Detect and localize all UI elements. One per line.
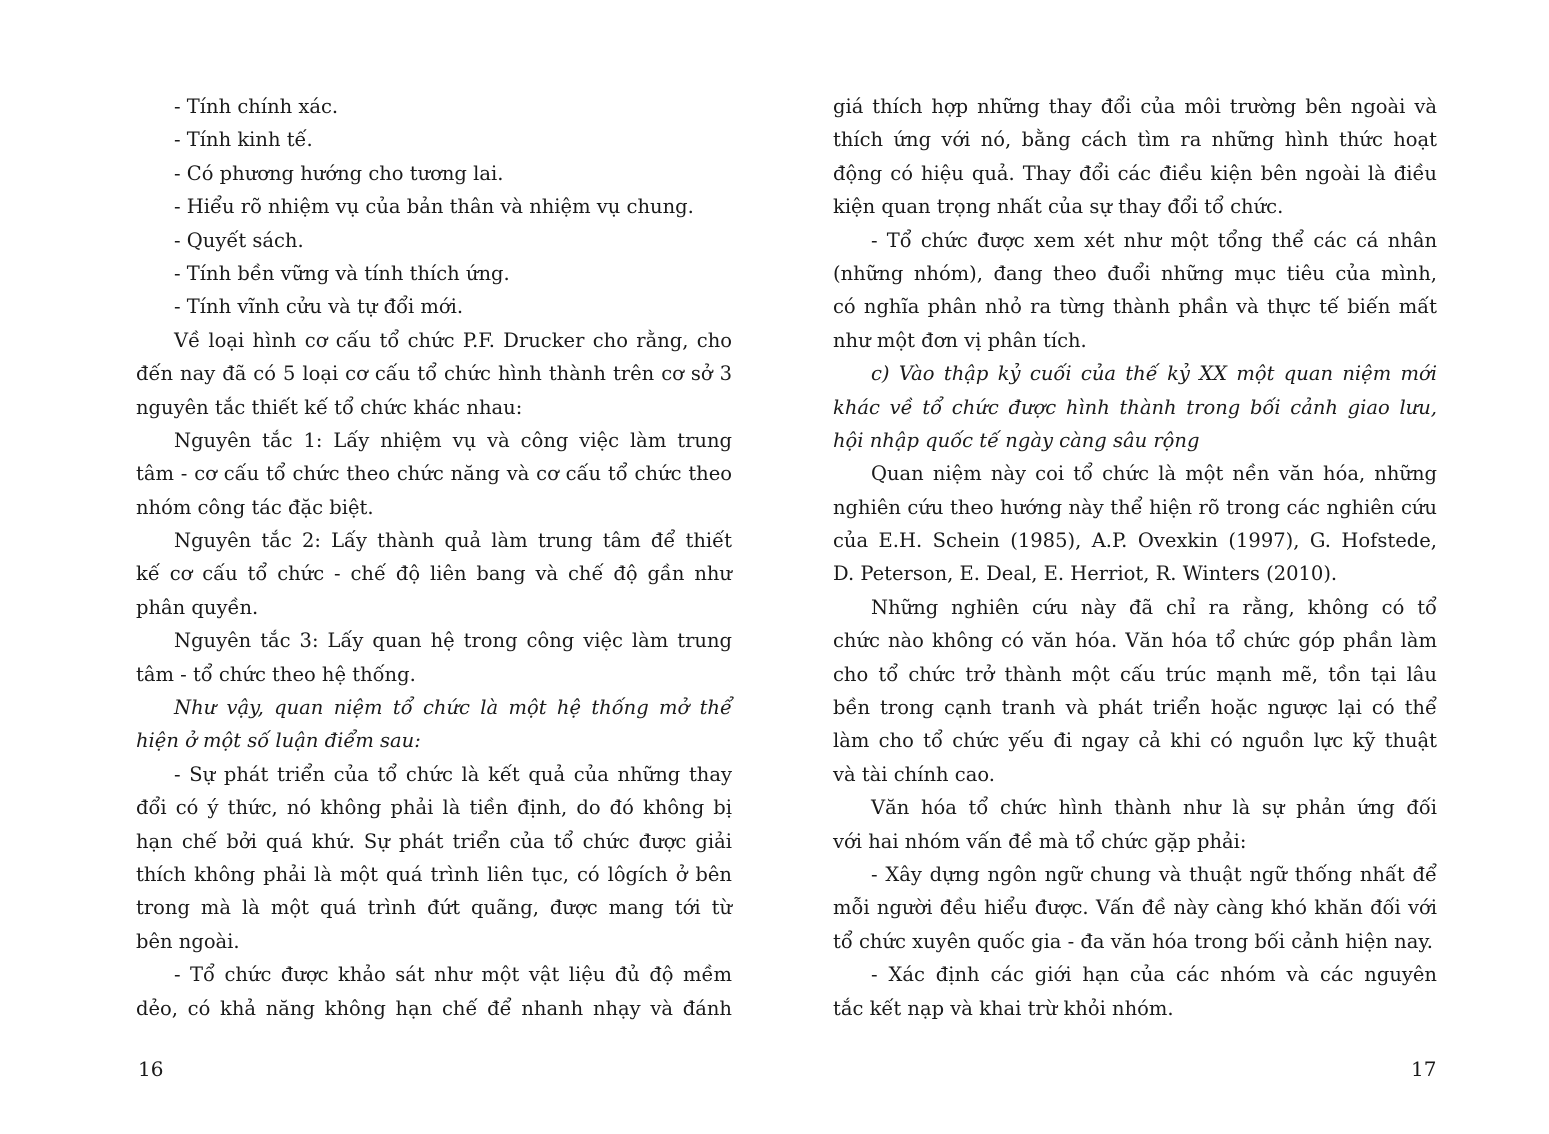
text-line: thích ứng với nó, bằng cách tìm ra những hình thức hoạt xyxy=(833,128,1437,152)
right-page-text xyxy=(833,90,1437,1025)
text-line: Quan niệm này coi tổ chức là một nền văn hóa, những xyxy=(871,462,1437,486)
text-line: và tài chính cao. xyxy=(833,762,995,786)
text-line: (những nhóm), đang theo đuổi những mục tiêu của mình, xyxy=(833,261,1437,285)
text-line: nguyên tắc thiết kế tổ chức khác nhau: xyxy=(136,395,523,419)
text-line: với hai nhóm vấn đề mà tổ chức gặp phải: xyxy=(833,829,1247,853)
text-line: của E.H. Schein (1985), A.P. Ovexkin (1997), G. Hofstede, xyxy=(833,529,1437,553)
text-line: - Tổ chức được xem xét như một tổng thể các cá nhân xyxy=(871,228,1437,252)
text-line: Như vậy, quan niệm tổ chức là một hệ thống mở thể xyxy=(174,696,732,720)
text-line: - Có phương hướng cho tương lai. xyxy=(174,161,504,185)
text-line: làm cho tổ chức yếu đi ngay cả khi có nguồn lực kỹ thuật xyxy=(833,729,1437,753)
text-line: khác về tổ chức được hình thành trong bối cảnh giao lưu, xyxy=(833,395,1437,419)
text-line: bền trong cạnh tranh và phát triển hoặc ngược lại có thể xyxy=(833,696,1437,720)
text-line: trong mà là một quá trình đứt quãng, được mang tới từ xyxy=(136,896,732,920)
text-line: cho tổ chức trở thành một cấu trúc mạnh mẽ, tồn tại lâu xyxy=(833,662,1437,686)
text-line: nhóm công tác đặc biệt. xyxy=(136,495,374,519)
text-line: kế cơ cấu tổ chức - chế độ liên bang và chế độ gần như xyxy=(136,562,732,586)
text-line: - Xây dựng ngôn ngữ chung và thuật ngữ thống nhất để xyxy=(871,862,1437,886)
text-line: Văn hóa tổ chức hình thành như là sự phản ứng đối xyxy=(871,796,1437,820)
text-line: c) Vào thập kỷ cuối của thế kỷ XX một quan niệm mới xyxy=(871,362,1437,386)
text-line: - Quyết sách. xyxy=(174,228,304,252)
text-line: - Tính vĩnh cửu và tự đổi mới. xyxy=(174,295,464,319)
text-line: có nghĩa phân nhỏ ra từng thành phần và thực tế biến mất xyxy=(833,295,1437,319)
text-line: - Tổ chức được khảo sát như một vật liệu đủ độ mềm xyxy=(174,963,732,987)
text-line: - Sự phát triển của tổ chức là kết quả của những thay xyxy=(174,762,732,786)
text-line: bên ngoài. xyxy=(136,929,240,953)
text-line: hội nhập quốc tế ngày càng sâu rộng xyxy=(833,428,1200,452)
text-line: đổi có ý thức, nó không phải là tiền định, do đó không bị xyxy=(136,796,732,820)
text-line: tâm - cơ cấu tổ chức theo chức năng và cơ cấu tổ chức theo xyxy=(136,462,732,486)
text-line: - Hiểu rõ nhiệm vụ của bản thân và nhiệm vụ chung. xyxy=(174,195,694,219)
text-line: giá thích hợp những thay đổi của môi trường bên ngoài và xyxy=(833,95,1437,118)
text-line: Những nghiên cứu này đã chỉ ra rằng, không có tổ xyxy=(871,595,1437,619)
text-line: động có hiệu quả. Thay đổi các điều kiện bên ngoài là điều xyxy=(833,161,1437,185)
text-line: tâm - tổ chức theo hệ thống. xyxy=(136,662,416,686)
text-line: tắc kết nạp và khai trừ khỏi nhóm. xyxy=(833,996,1174,1020)
text-line: - Tính chính xác. xyxy=(174,95,339,118)
text-line: tổ chức xuyên quốc gia - đa văn hóa trong bối cảnh hiện nay. xyxy=(833,929,1433,953)
text-line: D. Peterson, E. Deal, E. Herriot, R. Winters (2010). xyxy=(833,562,1338,586)
text-line: như một đơn vị phân tích. xyxy=(833,328,1087,352)
page-number-right: 17 xyxy=(1411,1057,1437,1081)
left-page-text xyxy=(136,90,732,1025)
text-line: hiện ở một số luận điểm sau: xyxy=(136,729,421,753)
text-line: thích không phải là một quá trình liên tục, có lôgích ở bên xyxy=(136,862,732,886)
text-line: Về loại hình cơ cấu tổ chức P.F. Drucker cho rằng, cho xyxy=(174,328,732,352)
page-number-left: 16 xyxy=(138,1057,164,1081)
text-line: Nguyên tắc 1: Lấy nhiệm vụ và công việc làm trung xyxy=(174,428,732,452)
text-line: - Xác định các giới hạn của các nhóm và các nguyên xyxy=(871,963,1437,987)
text-line: - Tính kinh tế. xyxy=(174,128,313,152)
text-line: kiện quan trọng nhất của sự thay đổi tổ chức. xyxy=(833,195,1284,219)
text-line: dẻo, có khả năng không hạn chế để nhanh nhạy và đánh xyxy=(136,996,732,1020)
text-line: hạn chế bởi quá khứ. Sự phát triển của tổ chức được giải xyxy=(136,829,732,853)
text-line: chức nào không có văn hóa. Văn hóa tổ chức góp phần làm xyxy=(833,629,1437,653)
text-line: đến nay đã có 5 loại cơ cấu tổ chức hình thành trên cơ sở 3 xyxy=(136,362,732,386)
text-line: Nguyên tắc 2: Lấy thành quả làm trung tâm để thiết xyxy=(174,529,732,553)
text-line: nghiên cứu theo hướng này thể hiện rõ trong các nghiên cứu xyxy=(833,495,1437,519)
text-line: mỗi người đều hiểu được. Vấn đề này càng khó khăn đối với xyxy=(833,896,1437,920)
text-line: phân quyền. xyxy=(136,595,259,619)
text-line: Nguyên tắc 3: Lấy quan hệ trong công việc làm trung xyxy=(174,629,732,653)
text-line: - Tính bền vững và tính thích ứng. xyxy=(174,261,510,285)
